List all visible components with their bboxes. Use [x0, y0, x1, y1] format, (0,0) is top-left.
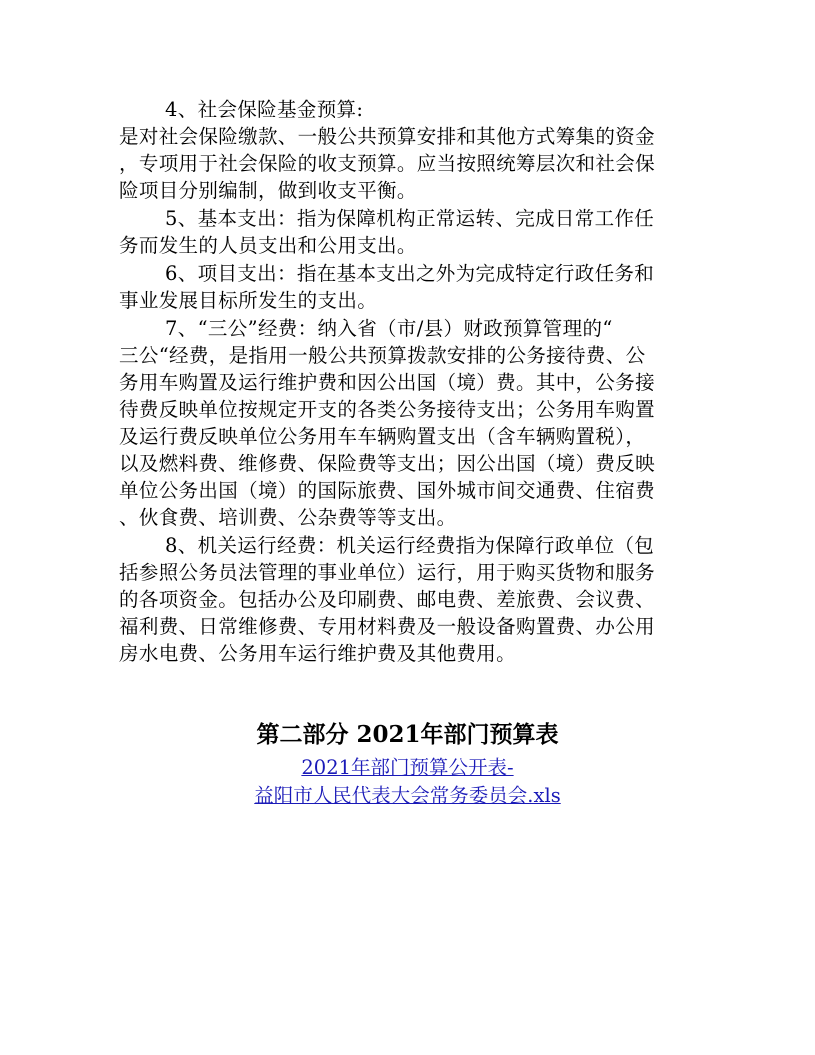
- paragraph-7-line: 单位公务出国（境）的国际旅费、国外城市间交通费、住宿费: [119, 479, 655, 502]
- paragraph-4-heading: 4、社会保险基金预算:: [165, 98, 364, 121]
- attachment-link-continued[interactable]: 益阳市人民代表大会常务委员会.xls: [254, 784, 561, 807]
- paragraph-6-line: 6、项目支出：指在基本支出之外为完成特定行政任务和: [165, 262, 655, 285]
- paragraph-5-line: 5、基本支出：指为保障机构正常运转、完成日常工作任: [165, 207, 655, 230]
- paragraph-8-line: 括参照公务员法管理的事业单位）运行，用于购买货物和服务: [119, 561, 655, 584]
- paragraph-5-line: 务而发生的人员支出和公用支出。: [119, 234, 417, 257]
- paragraph-7-line: 待费反映单位按规定开支的各类公务接待支出；公务用车购置: [119, 398, 655, 421]
- paragraph-4-line: 是对社会保险缴款、一般公共预算安排和其他方式筹集的资金: [119, 125, 655, 148]
- paragraph-7-line: 三公“经费，是指用一般公共预算拨款安排的公务接待费、公: [119, 344, 646, 367]
- paragraph-7-line: 以及燃料费、维修费、保险费等支出；因公出国（境）费反映: [119, 452, 655, 475]
- paragraph-6-line: 事业发展目标所发生的支出。: [119, 289, 378, 312]
- paragraph-8-line: 福利费、日常维修费、专用材料费及一般设备购置费、办公用: [119, 615, 655, 638]
- paragraph-8-line: 的各项资金。包括办公及印刷费、邮电费、差旅费、会议费、: [119, 588, 655, 611]
- section-title: 第二部分 2021年部门预算表: [256, 721, 559, 748]
- paragraph-4-line: 险项目分别编制，做到收支平衡。: [119, 179, 417, 202]
- attachment-link[interactable]: 2021年部门预算公开表-: [301, 756, 514, 779]
- paragraph-7-line: 、伙食费、培训费、公杂费等等支出。: [119, 506, 457, 529]
- paragraph-7-line: 7、“三公”经费：纳入省（市/县）财政预算管理的“: [165, 317, 613, 340]
- paragraph-7-line: 务用车购置及运行维护费和因公出国（境）费。其中，公务接: [119, 371, 655, 394]
- paragraph-7-line: 及运行费反映单位公务用车车辆购置支出（含车辆购置税），: [119, 425, 646, 448]
- paragraph-4-line: ，专项用于社会保险的收支预算。应当按照统筹层次和社会保: [119, 152, 655, 175]
- paragraph-8-line: 8、机关运行经费：机关运行经费指为保障行政单位（包: [165, 534, 655, 557]
- paragraph-8-line: 房水电费、公务用车运行维护费及其他费用。: [119, 642, 517, 665]
